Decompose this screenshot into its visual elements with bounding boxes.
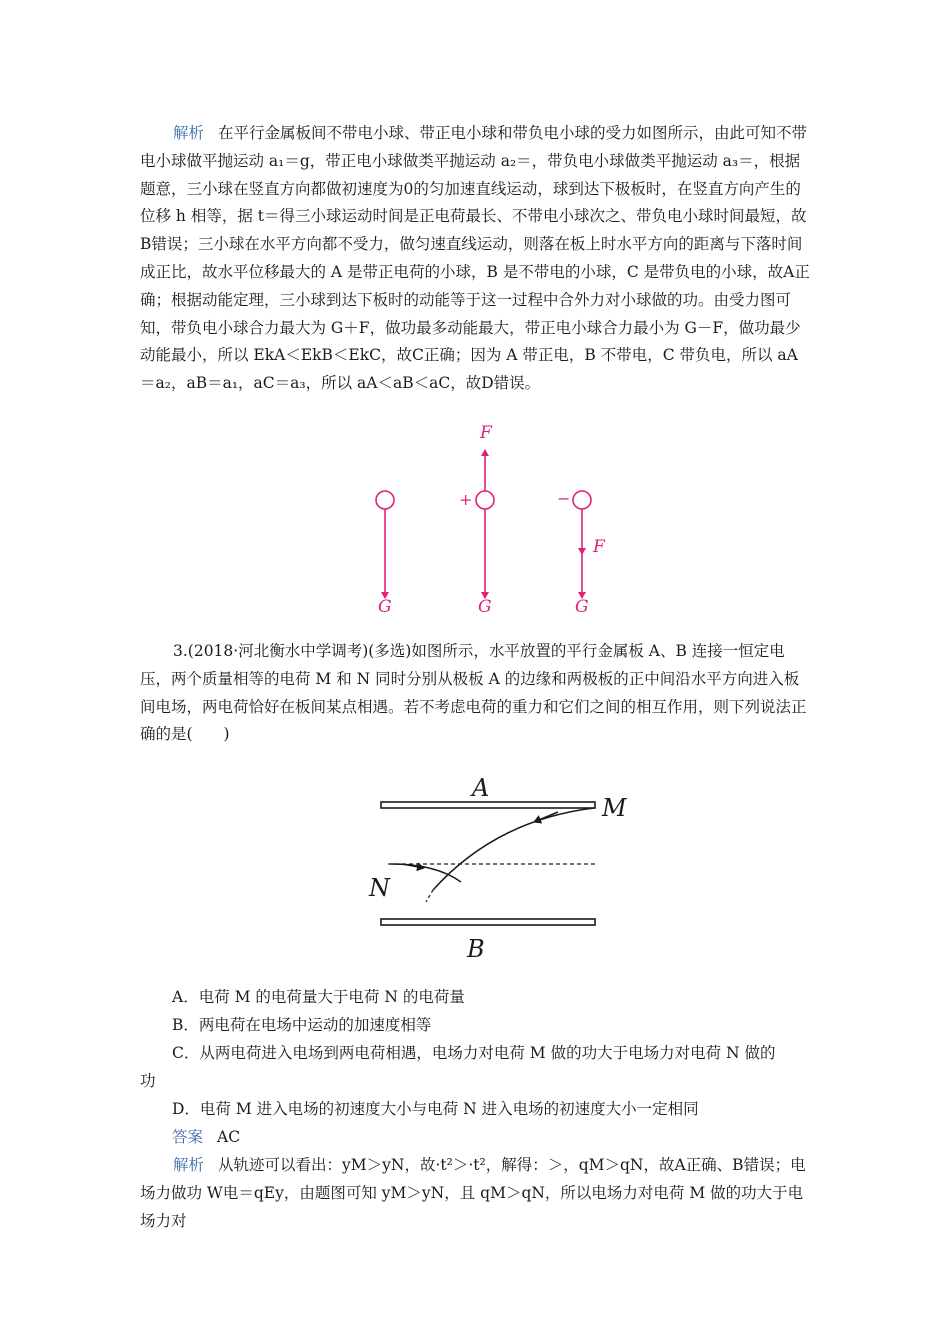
- answer-line: [172, 1124, 812, 1152]
- question-3: 3.(2018·河北衡水中学调考)(多选)如图所示，水平放置的平行金属板 A、B 连接一恒定电压，两个质量相等的电荷 M 和 N 同时分别从极板 A 的边缘和两极板的正中间沿水平方向进入板间电场，两电荷恰好在板间某点相遇。若不考虑电荷的重力和它们之间的相互作用，则下列说法正确的是( ): [140, 642, 807, 744]
- trajectory-m: [433, 808, 594, 890]
- answer-value: AC: [217, 1128, 241, 1146]
- option-c: C．从两电荷进入电场到两电荷相遇，电场力对电荷 M 做的功大于电场力对电荷 N 做的: [172, 1044, 776, 1062]
- plate-a-label: A: [472, 774, 490, 802]
- force-label-down: F: [593, 537, 605, 557]
- force-diagram: [347, 404, 634, 632]
- analysis-text: 从轨迹可以看出：yM＞yN，故·t²＞·t²，解得：＞，qM＞qN，故A正确、B错误；电场力做功 W电＝qEy，由题图可知 yM＞yN，且 qM＞qN，所以电场力对电荷 M 做的功大于电场力对: [140, 1156, 806, 1230]
- charge-n-label: N: [369, 874, 390, 902]
- option-d: D．电荷 M 进入电场的初速度大小与电荷 N 进入电场的初速度大小一定相同: [172, 1100, 699, 1118]
- option-b: B．两电荷在电场中运动的加速度相等: [172, 1016, 432, 1034]
- plate-b-label: B: [467, 935, 485, 963]
- trajectory-m-arrow: [534, 812, 558, 822]
- plate-b: [381, 919, 595, 925]
- analysis-paragraph-1: [140, 120, 812, 398]
- trajectory-m-extension: [426, 890, 433, 902]
- analysis-text: 在平行金属板间不带电小球、带正电小球和带负电小球的受力如图所示，由此可知不带电小球做平抛运动 a₁＝g，带正电小球做类平抛运动 a₂＝，带负电小球做类平抛运动 a₃＝，根据题意，三小球在竖直方向都做初速度为0的匀加速直线运动，球到达下极板时，在竖直方向产生的位移 h 相等，据 t＝得三小球运动时间是正电荷最长、不带电小球次之、带负电小球时间最短，故B错误；三小球在水平方向都不受力，做匀速直线运动，则落在板上时水平方向的距离与下落时间成正比，故水平位移最大的 A 是带正电荷的小球，B 是不带电的小球，C 是带负电的小球，故A正确；根据动能定理，三小球到达下板时的动能等于这一过程中合外力对小球做的功。由受力图可知，带负电小球合力最大为 G＋F，做功最多动能最大，带正电小球合力最小为 G－F，做功最少动能最小，所以 EkA＜EkB＜EkC，故C正确；因为 A 带正电，B 不带电，C 带负电，所以 aA＝a₂，aB＝a₁，aC＝a₃，所以 aA＜aB＜aC，故D错误。: [140, 124, 810, 393]
- plate-a: [381, 802, 595, 808]
- gravity-label: G: [378, 597, 392, 617]
- gravity-label: G: [575, 597, 589, 617]
- option-c-continued: 功: [140, 1072, 156, 1090]
- neutral-ball: [376, 491, 394, 509]
- positive-ball: [476, 491, 494, 509]
- gravity-label: G: [478, 597, 492, 617]
- charge-m-label: M: [602, 794, 627, 822]
- parallel-plates-diagram: [336, 750, 652, 980]
- analysis-tag: 解析: [173, 124, 205, 142]
- answer-tag: 答案: [172, 1128, 204, 1146]
- force-label-up: F: [480, 423, 492, 443]
- analysis-tag: 解析: [173, 1156, 205, 1174]
- negative-ball: [573, 491, 591, 509]
- analysis-paragraph-2: [140, 1152, 812, 1235]
- option-a: A．电荷 M 的电荷量大于电荷 N 的电荷量: [172, 988, 465, 1006]
- minus-sign: −: [557, 489, 571, 508]
- plus-sign: +: [459, 490, 473, 509]
